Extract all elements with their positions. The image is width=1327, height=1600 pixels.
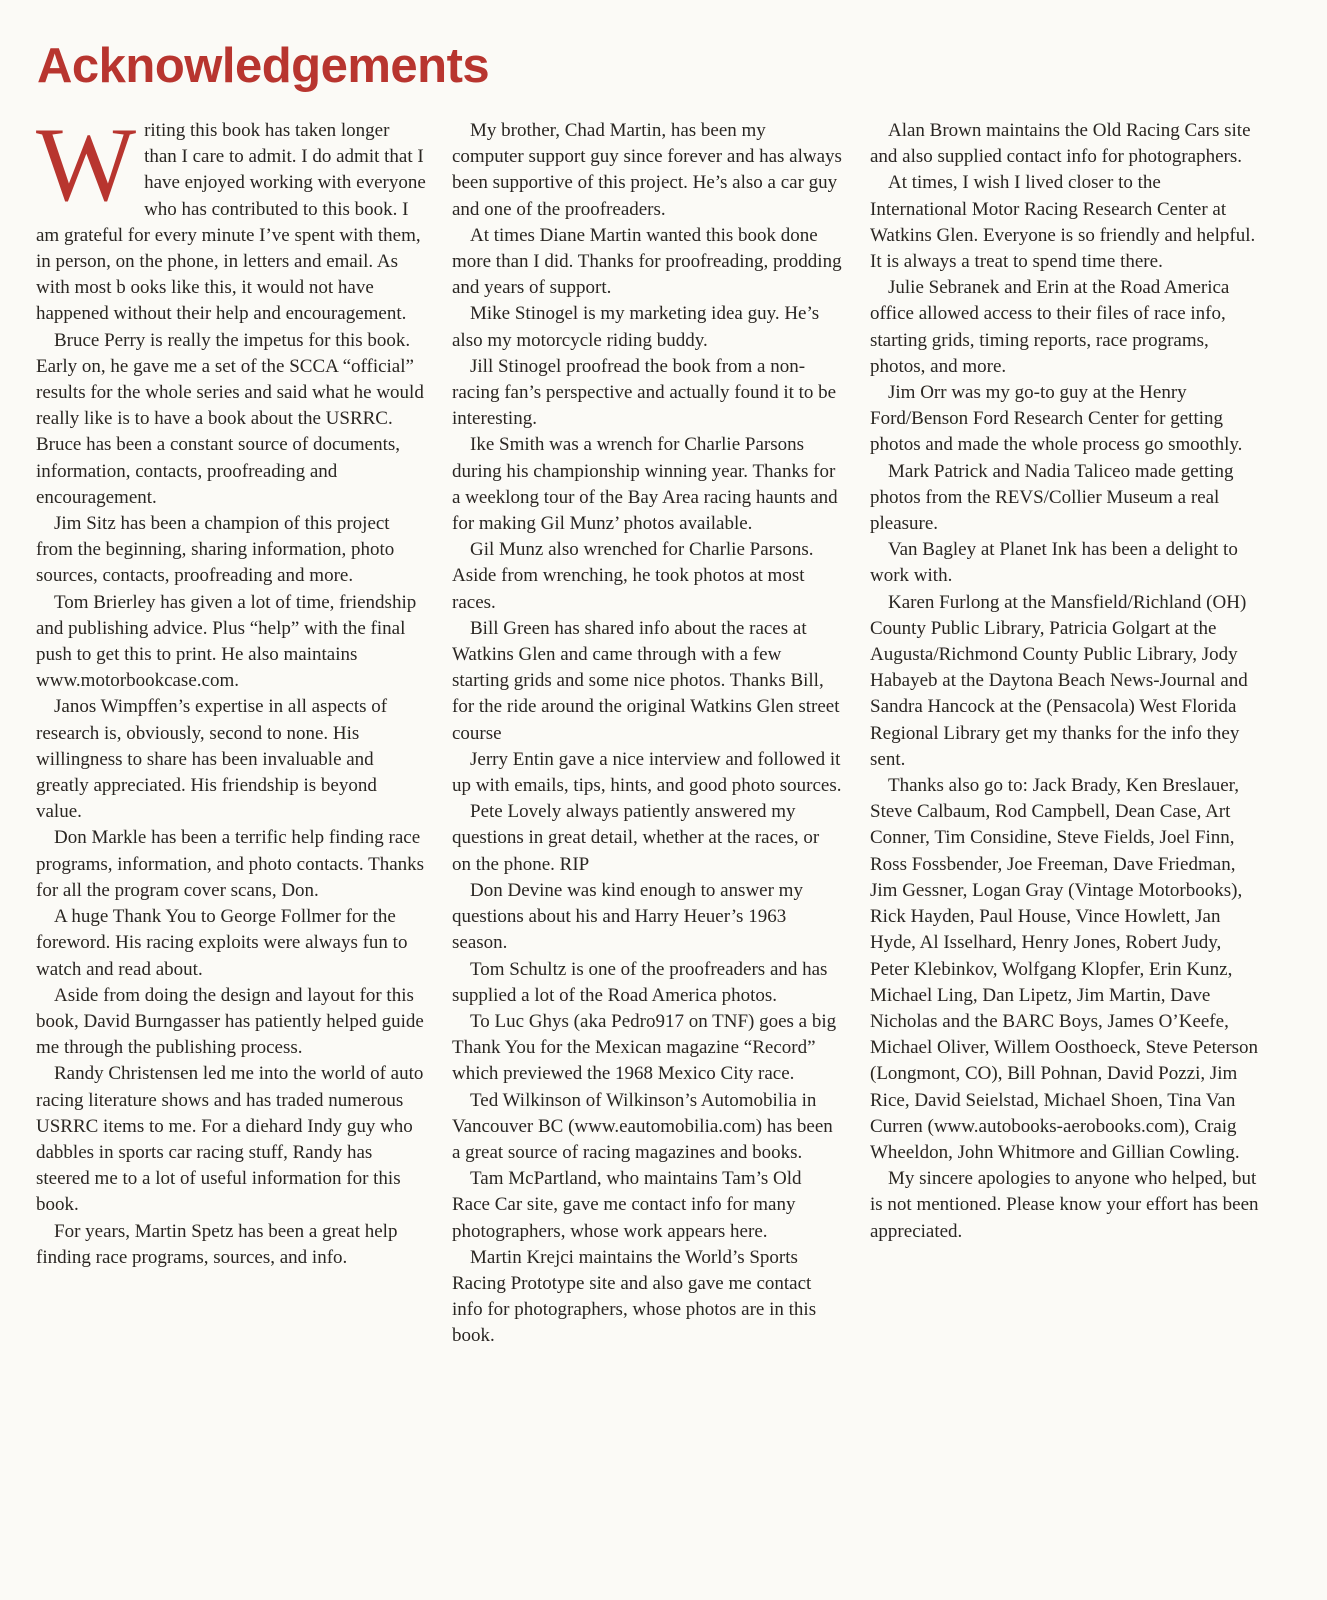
- column-2: [452, 118, 842, 1350]
- paragraph: Jim Orr was my go-to guy at the Henry Ford/Benson Ford Research Center for getting photos and made the whole process go smoothly.: [870, 382, 1243, 456]
- paragraph: At times Diane Martin wanted this book done more than I did. Thanks for proofreading, prodding and years of support.: [452, 224, 842, 299]
- paragraph: Jim Sitz has been a champion of this project from the beginning, sharing information, photo sources, contacts, proofreading and more.: [36, 513, 395, 587]
- paragraph: Gil Munz also wrenched for Charlie Parsons. Aside from wrenching, he took photos at most races.: [452, 539, 814, 613]
- paragraph: Pete Lovely always patiently answered my questions in great detail, whether at the races, or on the phone. RIP: [452, 801, 820, 875]
- paragraph: Ted Wilkinson of Wilkinson’s Automobilia in Vancouver BC (www.eautomobilia.com) has been a great source of racing magazines and books.: [452, 1089, 833, 1163]
- paragraph: My brother, Chad Martin, has been my computer support guy since forever and has always been supportive of this project. He’s also a car guy and one of the proofreaders.: [452, 120, 842, 220]
- paragraph: Julie Sebranek and Erin at the Road America office allowed access to their files of race info, starting grids, timing reports, race programs, photos, and more.: [870, 277, 1230, 377]
- paragraph: Tom Schultz is one of the proofreaders and has supplied a lot of the Road America photos.: [452, 958, 828, 1006]
- drop-cap: W: [36, 106, 137, 223]
- paragraph: Bruce Perry is really the impetus for this book. Early on, he gave me a set of the SCCA “official” results for the whole series and said what he would really like is to have a book about the USRRC. Bruce has been a constant source of documents, information, contacts, proofreading and encouragement.: [36, 329, 424, 508]
- paragraph: To Luc Ghys (aka Pedro917 on TNF) goes a big Thank You for the Mexican magazine “Record” which previewed the 1968 Mexico City race.: [452, 1010, 837, 1085]
- paragraph: Thanks also go to: Jack Brady, Ken Breslauer, Steve Calbaum, Rod Campbell, Dean Case, Art Conner, Tim Considine, Steve Fields, Joel Finn, Ross Fossbender, Joe Freeman, Dave Friedman, Jim Gessner, Logan Gray (Vintage Motorbooks), Rick Hayden, Paul House, Vince Howlett, Jan Hyde, Al Isselhard, Henry Jones, Robert Judy, Peter Klebinkov, Wolfgang Klopfer, Erin Kunz, Michael Ling, Dan Lipetz, Jim Martin, Dave Nicholas and the BARC Boys, James O’Keefe, Michael Oliver, Willem Oosthoeck, Steve Peterson (Longmont, CO), Bill Pohnan, David Pozzi, Jim Rice, David Seielstad, Michael Shoen, Tina Van Curren (www.autobooks-aerobooks.com), Craig Wheeldon, John Whitmore and Gillian Cowling.: [870, 775, 1259, 1163]
- paragraph: Don Markle has been a terrific help finding race programs, information, and photo contacts. Thanks for all the program cover scans, Don.: [36, 827, 425, 901]
- paragraph: At times, I wish I lived closer to the International Motor Racing Research Center at Watkins Glen. Everyone is so friendly and helpful. It is always a treat to spend time there.: [870, 172, 1256, 273]
- paragraph: Mark Patrick and Nadia Taliceo made getting photos from the REVS/Collier Museum a real pleasure.: [870, 460, 1234, 535]
- paragraph: Alan Brown maintains the Old Racing Cars site and also supplied contact info for photographers.: [870, 120, 1251, 168]
- paragraph-text: riting this book has taken longer than I care to admit. I do admit that I have enjoyed working with everyone who has contributed to this book. I am grateful for every minute I’ve spent with them, in person, on the phone, in letters and email. As with most b ooks like this, it would not have happened without their help and encouragement.: [36, 120, 426, 325]
- column-3: [870, 118, 1260, 1245]
- column-1: [36, 106, 426, 1271]
- paragraph: Martin Krejci maintains the World’s Sports Racing Prototype site and also gave me contact info for photographers, whose photos are in this book.: [452, 1246, 817, 1347]
- paragraph: [36, 106, 426, 328]
- paragraph: A huge Thank You to George Follmer for the foreword. His racing exploits were always fun to watch and read about.: [36, 906, 408, 980]
- paragraph: Aside from doing the design and layout for this book, David Burngasser has patiently helped guide me through the publishing process.: [36, 984, 424, 1059]
- paragraph: Tam McPartland, who maintains Tam’s Old Race Car site, gave me contact info for many photographers, whose work appears here.: [452, 1168, 802, 1242]
- paragraph: Jill Stinogel proofread the book from a non-racing fan’s perspective and actually found it to be interesting.: [452, 355, 837, 430]
- paragraph: Mike Stinogel is my marketing idea guy. He’s also my motorcycle riding buddy.: [452, 303, 820, 351]
- paragraph: Don Devine was kind enough to answer my questions about his and Harry Heuer’s 1963 season.: [452, 879, 803, 954]
- paragraph: Janos Wimpffen’s expertise in all aspects of research is, obviously, second to none. His willingness to share has been invaluable and greatly appreciated. His friendship is beyond value.: [36, 696, 388, 823]
- paragraph: My sincere apologies to anyone who helped, but is not mentioned. Please know your effort has been appreciated.: [870, 1168, 1259, 1242]
- paragraph: Karen Furlong at the Mansfield/Richland (OH) County Public Library, Patricia Golgart at the Augusta/Richmond County Public Library, Jody Habayeb at the Daytona Beach News-Journal and Sandra Hancock at the (Pensacola) West Florida Regional Library get my thanks for the info they sent.: [870, 591, 1248, 770]
- paragraph: For years, Martin Spetz has been a great help finding race programs, sources, and info.: [36, 1220, 398, 1268]
- paragraph: Randy Christensen led me into the world of auto racing literature shows and has traded numerous USRRC items to me. For a diehard Indy guy who dabbles in sports car racing stuff, Randy has steered me to a lot of useful information for this book.: [36, 1063, 424, 1216]
- page-title: Acknowledgements: [37, 39, 490, 93]
- paragraph: Ike Smith was a wrench for Charlie Parsons during his championship winning year. Thanks for a weeklong tour of the Bay Area racing haunts and for making Gil Munz’ photos available.: [452, 434, 838, 535]
- paragraph: Jerry Entin gave a nice interview and followed it up with emails, tips, hints, and good photo sources.: [452, 748, 842, 797]
- paragraph: Van Bagley at Planet Ink has been a delight to work with.: [870, 539, 1238, 587]
- paragraph: Bill Green has shared info about the races at Watkins Glen and came through with a few starting grids and some nice photos. Thanks Bill, for the ride around the original Watkins Glen street course: [452, 617, 840, 744]
- paragraph: Tom Brierley has given a lot of time, friendship and publishing advice. Plus “help” with the final push to get this to print. He also maintains www.motorbookcase.com.: [36, 591, 417, 692]
